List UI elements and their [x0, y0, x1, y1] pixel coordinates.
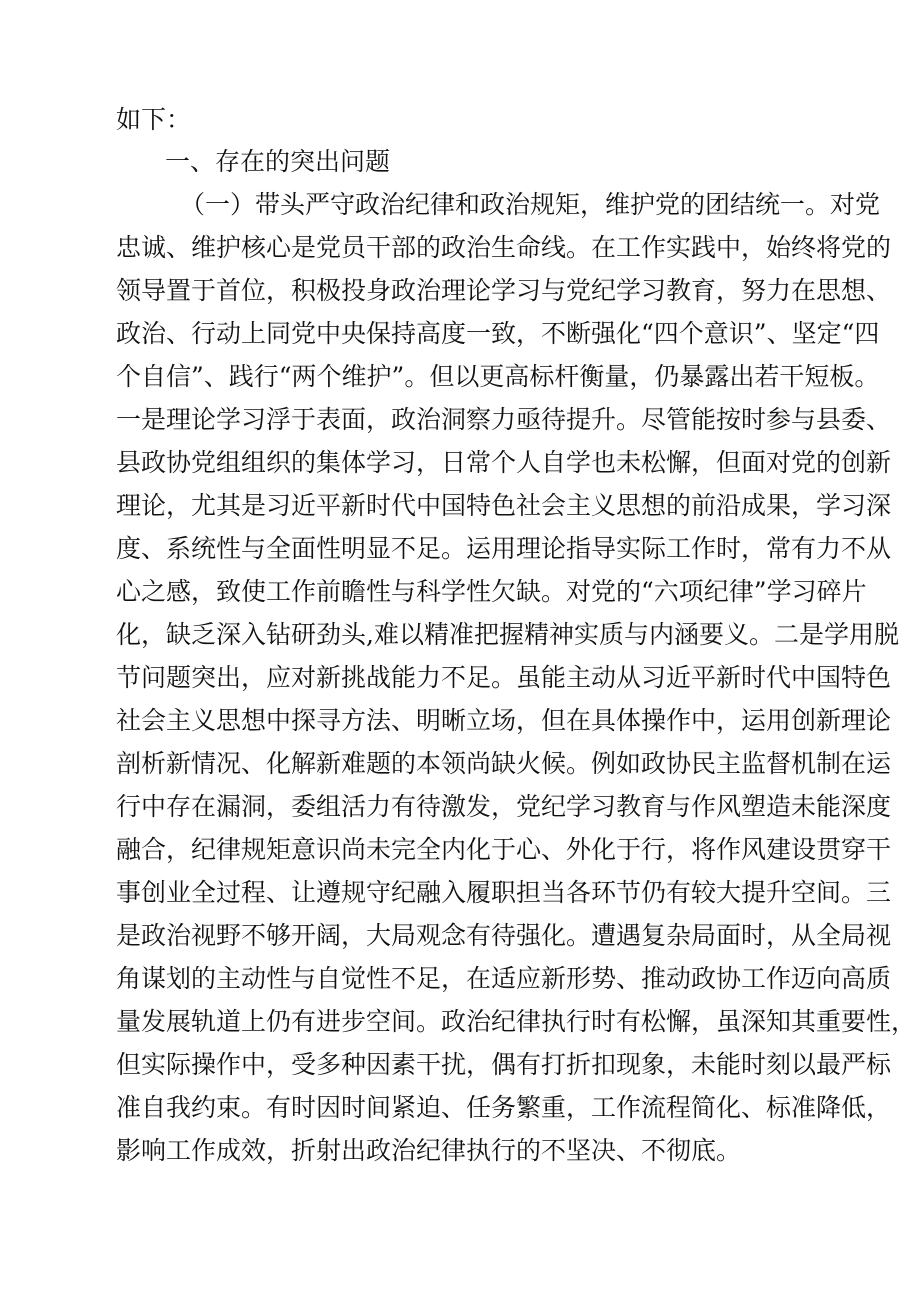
paragraph-line: 心之感，致使工作前瞻性与科学性欠缺。对党的“六项纪律”学习碎片 [116, 577, 867, 606]
paragraph-line: 是政治视野不够开阔，大局观念有待强化。遭遇复杂局面时，从全局视 [116, 921, 892, 950]
paragraph-line: 但实际操作中，受多种因素干扰，偶有打折扣现象，未能时刻以最严标 [116, 1050, 892, 1079]
paragraph-line: 个自信”、践行“两个维护”。但以更高标杆衡量，仍暴露出若干短板。 [116, 362, 880, 391]
paragraph-line: 社会主义思想中探寻方法、明晰立场，但在具体操作中，运用创新理论 [116, 706, 892, 735]
paragraph-line: 剖析新情况、化解新难题的本领尚缺火候。例如政协民主监督机制在运 [116, 749, 892, 778]
paragraph-line: 事创业全过程、让遵规守纪融入履职担当各环节仍有较大提升空间。三 [116, 878, 892, 907]
paragraph-line: 角谋划的主动性与自觉性不足，在适应新形势、推动政协工作迈向高质 [116, 964, 892, 993]
paragraph-line: 领导置于首位，积极投身政治理论学习与党纪学习教育，努力在思想、 [116, 276, 892, 305]
paragraph-line: （一）带头严守政治纪律和政治规矩，维护党的团结统一。对党 [180, 190, 881, 219]
paragraph-line: 忠诚、维护核心是党员干部的政治生命线。在工作实践中，始终将党的 [116, 233, 892, 262]
paragraph-line: 融合，纪律规矩意识尚未完全内化于心、外化于行，将作风建设贯穿干 [116, 835, 892, 864]
paragraph-line: 县政协党组组织的集体学习，日常个人自学也未松懈，但面对党的创新 [116, 448, 892, 477]
paragraph-line: 影响工作成效，折射出政治纪律执行的不坚决、不彻底。 [116, 1136, 742, 1165]
paragraph-line: 准自我约束。有时因时间紧迫、任务繁重，工作流程简化、标准降低， [116, 1093, 892, 1122]
paragraph-line: 理论，尤其是习近平新时代中国特色社会主义思想的前沿成果，学习深 [116, 491, 892, 520]
paragraph-line: 量发展轨道上仍有进步空间。政治纪律执行时有松懈，虽深知其重要性， [116, 1007, 917, 1036]
intro-text: 如下： [116, 105, 192, 134]
paragraph-line: 政治、行动上同党中央保持高度一致，不断强化“四个意识”、坚定“四 [116, 319, 880, 348]
paragraph-line: 化，缺乏深入钻研劲头,难以精准把握精神实质与内涵要义。二是学用脱 [116, 620, 899, 649]
paragraph-line: 一是理论学习浮于表面，政治洞察力亟待提升。尽管能按时参与县委、 [116, 405, 892, 434]
paragraph-line: 行中存在漏洞，委组活力有待激发，党纪学习教育与作风塑造未能深度 [116, 792, 892, 821]
section-heading: 一、存在的突出问题 [165, 147, 391, 176]
paragraph-line: 节问题突出，应对新挑战能力不足。虽能主动从习近平新时代中国特色 [116, 663, 892, 692]
paragraph-line: 度、系统性与全面性明显不足。运用理论指导实际工作时，常有力不从 [116, 534, 892, 563]
